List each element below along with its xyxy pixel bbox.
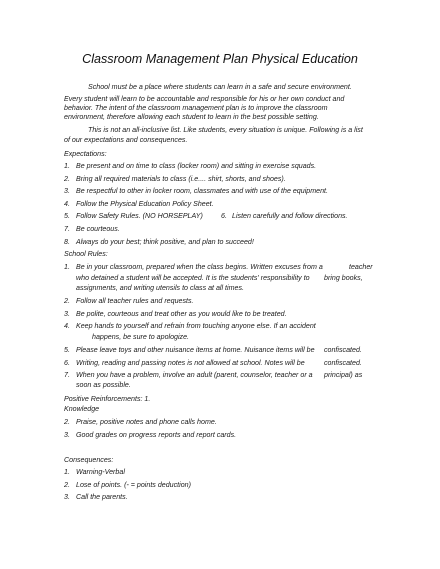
rule-line: bring books,: [324, 274, 363, 282]
list-number: 2.: [64, 418, 70, 426]
expectation-item: Follow Safety Rules. (NO HORSEPLAY): [76, 212, 203, 220]
reinforcements-heading: Positive Reinforcements: 1.: [64, 395, 151, 403]
list-number: 2.: [64, 297, 70, 305]
expectation-item: Bring all required materials to class (i.e.... shirt, shorts, and shoes).: [76, 175, 286, 183]
expectation-item: Listen carefully and follow directions.: [232, 212, 348, 220]
rule-line: soon as possible.: [76, 381, 131, 389]
rule-line: When you have a problem, involve an adult (parent, counselor, teacher or a: [76, 371, 313, 379]
rule-line: Writing, reading and passing notes is not allowed at school. Notes will be: [76, 359, 305, 367]
list-number: 3.: [64, 431, 70, 439]
list-number: 4.: [64, 200, 70, 208]
intro-line: This is not an all-inclusive list. Like students, every situation is unique. Following is a list: [88, 126, 363, 134]
rule-line: teacher: [349, 263, 373, 271]
list-number: 7.: [64, 371, 70, 379]
list-number: 1.: [64, 162, 70, 170]
list-number: 3.: [64, 187, 70, 195]
expectations-heading: Expectations:: [64, 150, 107, 158]
rule-line: Keep hands to yourself and refrain from touching anyone else. If an accident: [76, 322, 316, 330]
list-number: 2.: [64, 175, 70, 183]
rule-line: assignments, and writing utensils to class at all times.: [76, 284, 244, 292]
rule-line: Please leave toys and other nuisance items at home. Nuisance items will be: [76, 346, 315, 354]
intro-line: behavior. The intent of the classroom management plan is to improve the classroom: [64, 104, 328, 112]
rule-line: confiscated.: [324, 359, 362, 367]
expectation-item: Always do your best; think positive, and plan to succeed!: [76, 238, 254, 246]
list-number: 5.: [64, 346, 70, 354]
intro-line: School must be a place where students can learn in a safe and secure environment.: [88, 83, 352, 91]
page-title: Classroom Management Plan Physical Education: [82, 52, 358, 66]
list-number: 3.: [64, 493, 70, 501]
expectation-item: Be respectful to other in locker room, classmates and with use of the equipment.: [76, 187, 328, 195]
rule-line: Be polite, courteous and treat other as you would like to be treated.: [76, 310, 287, 318]
list-number: 7.: [64, 225, 70, 233]
reinforcement-item: Knowledge: [64, 405, 100, 413]
rule-line: confiscated.: [324, 346, 362, 354]
rule-line: principal) as: [324, 371, 363, 379]
reinforcement-item: Good grades on progress reports and report cards.: [76, 431, 237, 439]
expectation-item: Be present and on time to class (locker room) and sitting in exercise squads.: [76, 162, 317, 170]
list-number: 2.: [64, 481, 70, 489]
consequence-item: Warning-Verbal: [76, 468, 125, 476]
intro-line: environment, therefore allowing each student to learn in the best possible setting.: [64, 113, 319, 121]
consequences-heading: Consequences:: [64, 456, 114, 464]
list-number: 6.: [221, 212, 227, 220]
consequence-item: Lose of points. (- = points deduction): [76, 481, 191, 489]
rule-line: Be in your classroom, prepared when the class begins. Written excuses from a: [76, 263, 323, 271]
rule-line: who detained a student will be accepted. It is the students' responsibility to: [76, 274, 310, 282]
list-number: 1.: [64, 468, 70, 476]
rule-line: happens, be sure to apologize.: [92, 333, 190, 341]
expectation-item: Be courteous.: [76, 225, 120, 233]
consequence-item: Call the parents.: [76, 493, 128, 501]
list-number: 4.: [64, 322, 70, 330]
list-number: 5.: [64, 212, 70, 220]
expectation-item: Follow the Physical Education Policy Sheet.: [76, 200, 214, 208]
rule-line: Follow all teacher rules and requests.: [76, 297, 194, 305]
list-number: 8.: [64, 238, 70, 246]
reinforcement-item: Praise, positive notes and phone calls home.: [76, 418, 217, 426]
list-number: 6.: [64, 359, 70, 367]
list-number: 3.: [64, 310, 70, 318]
school-rules-heading: School Rules:: [64, 250, 108, 258]
list-number: 1.: [64, 263, 70, 271]
intro-line: of our expectations and consequences.: [64, 136, 188, 144]
intro-line: Every student will learn to be accountable and responsible for his or her own conduct and: [64, 95, 345, 103]
